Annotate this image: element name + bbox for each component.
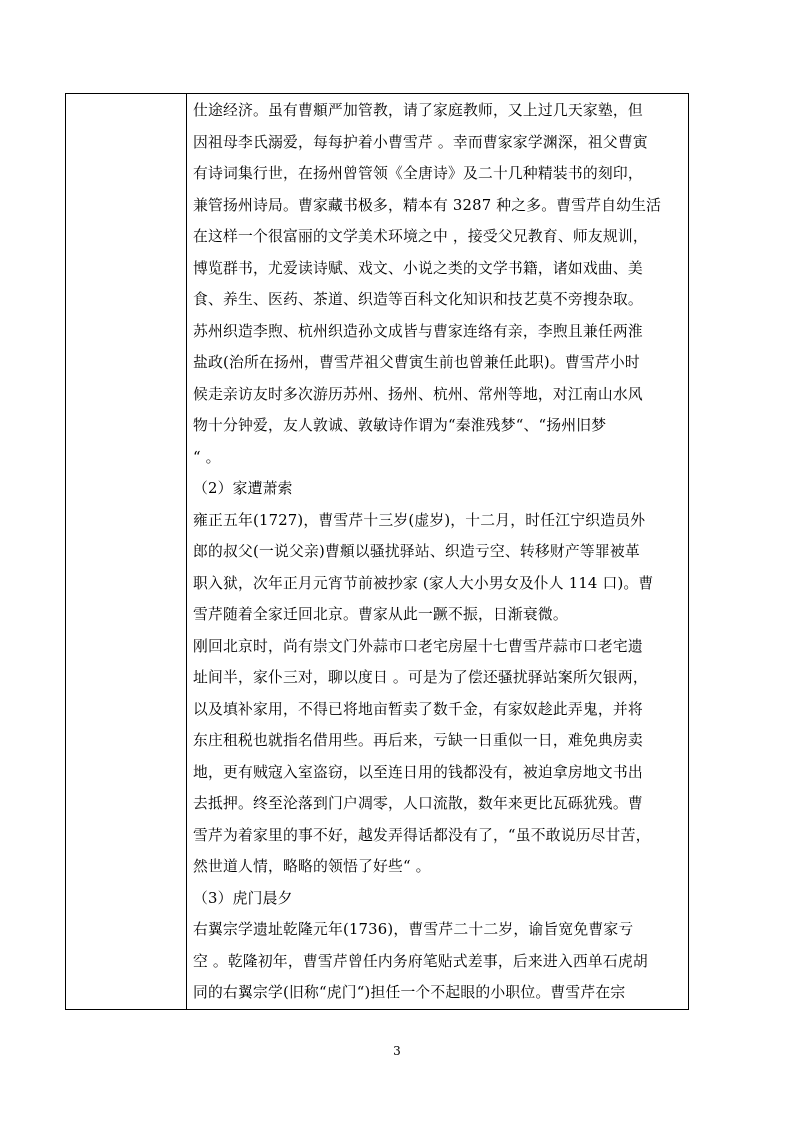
- text-line: 有诗词集行世，在扬州曾管领《全唐诗》及二十几种精装书的刻印，: [193, 165, 643, 182]
- text-line: 去抵押。终至沦落到门户凋零，人口流散，数年来更比瓦砾犹残。曹: [193, 795, 643, 812]
- text-line: 郎的叔父(一说父亲)曹頫以骚扰驿站、织造亏空、转移财产等罪被革: [193, 543, 640, 560]
- text-line: 盐政(治所在扬州，曹雪芹祖父曹寅生前也曾兼任此职)。曹雪芹小时: [193, 354, 640, 371]
- text-line: 刚回北京时，尚有崇文门外蒜市口老宅房屋十七曹雪芹蒜市口老宅遗: [193, 637, 643, 655]
- text-line: 因祖母李氏溺爱，每每护着小曹雪芹 。幸而曹家家学渊深，祖父曹寅: [193, 133, 648, 151]
- text-line: 然世道人情，略略的领悟了好些“ 。: [193, 858, 431, 875]
- text-line: 雪芹随着全家迁回北京。曹家从此一蹶不振，日渐衰微。: [193, 606, 568, 623]
- text-line: 右翼宗学遗址乾隆元年(1736)，曹雪芹二十二岁，谕旨宽免曹家亏: [193, 921, 634, 938]
- text-line: 地，更有贼寇入室盗窃，以至连日用的钱都没有，被迫拿房地文书出: [193, 763, 643, 781]
- table-left-cell: [66, 94, 187, 1009]
- page-number: 3: [393, 1044, 401, 1058]
- section-heading: （2）家遭萧索: [193, 480, 293, 497]
- content-table: [65, 93, 689, 1010]
- text-line: 同的右翼宗学(旧称“虎门“)担任一个不起眼的小职位。曹雪芹在宗: [193, 984, 626, 1001]
- text-line: 雪芹为着家里的事不好，越发弄得话都没有了，“虽不敢说历尽甘苦，: [193, 826, 651, 844]
- text-line: “ 。: [193, 448, 221, 466]
- text-line: 兼管扬州诗局。曹家藏书极多，精本有 3287 种之多。曹雪芹自幼生活: [193, 196, 662, 214]
- text-line: 址间半，家仆三对，聊以度日 。可是为了偿还骚扰驿站案所欠银两，: [193, 669, 648, 686]
- text-line: 东庄租税也就指名借用些。再后来，亏缺一日重似一日，难免典房卖: [193, 732, 643, 749]
- text-line: 食、养生、医药、茶道、织造等百科文化知识和技艺莫不旁搜杂取。: [193, 291, 643, 308]
- text-line: 候走亲访友时多次游历苏州、扬州、杭州、常州等地，对江南山水风: [193, 385, 643, 403]
- text-line: 在这样一个很富丽的文学美术环境之中 ，接受父兄教育、师友规训，: [193, 228, 648, 245]
- text-line: 苏州织造李煦、杭州织造孙文成皆与曹家连络有亲，李煦且兼任两淮: [193, 322, 643, 340]
- text-line: 博览群书，尤爱读诗赋、戏文、小说之类的文学书籍，诸如戏曲、美: [193, 259, 643, 277]
- text-line: 仕途经济。虽有曹頫严加管教，请了家庭教师，又上过几天家塾，但: [193, 102, 643, 119]
- text-line: 以及填补家用，不得已将地亩暂卖了数千金，有家奴趁此弄鬼，并将: [193, 700, 643, 718]
- section-heading: （3）虎门晨夕: [193, 889, 293, 907]
- text-line: 雍正五年(1727)，曹雪芹十三岁(虚岁)，十二月，时任江宁织造员外: [193, 511, 646, 529]
- text-line: 职入狱，次年正月元宵节前被抄家 (家人大小男女及仆人 114 口)。曹: [193, 574, 654, 592]
- table-right-cell: [187, 94, 688, 1009]
- text-line: 物十分钟爱，友人敦诚、敦敏诗作谓为“秦淮残梦“、“扬州旧梦: [193, 417, 607, 434]
- text-line: 空 。乾隆初年，曹雪芹曾任内务府笔贴式差事，后来进入西单石虎胡: [193, 952, 648, 970]
